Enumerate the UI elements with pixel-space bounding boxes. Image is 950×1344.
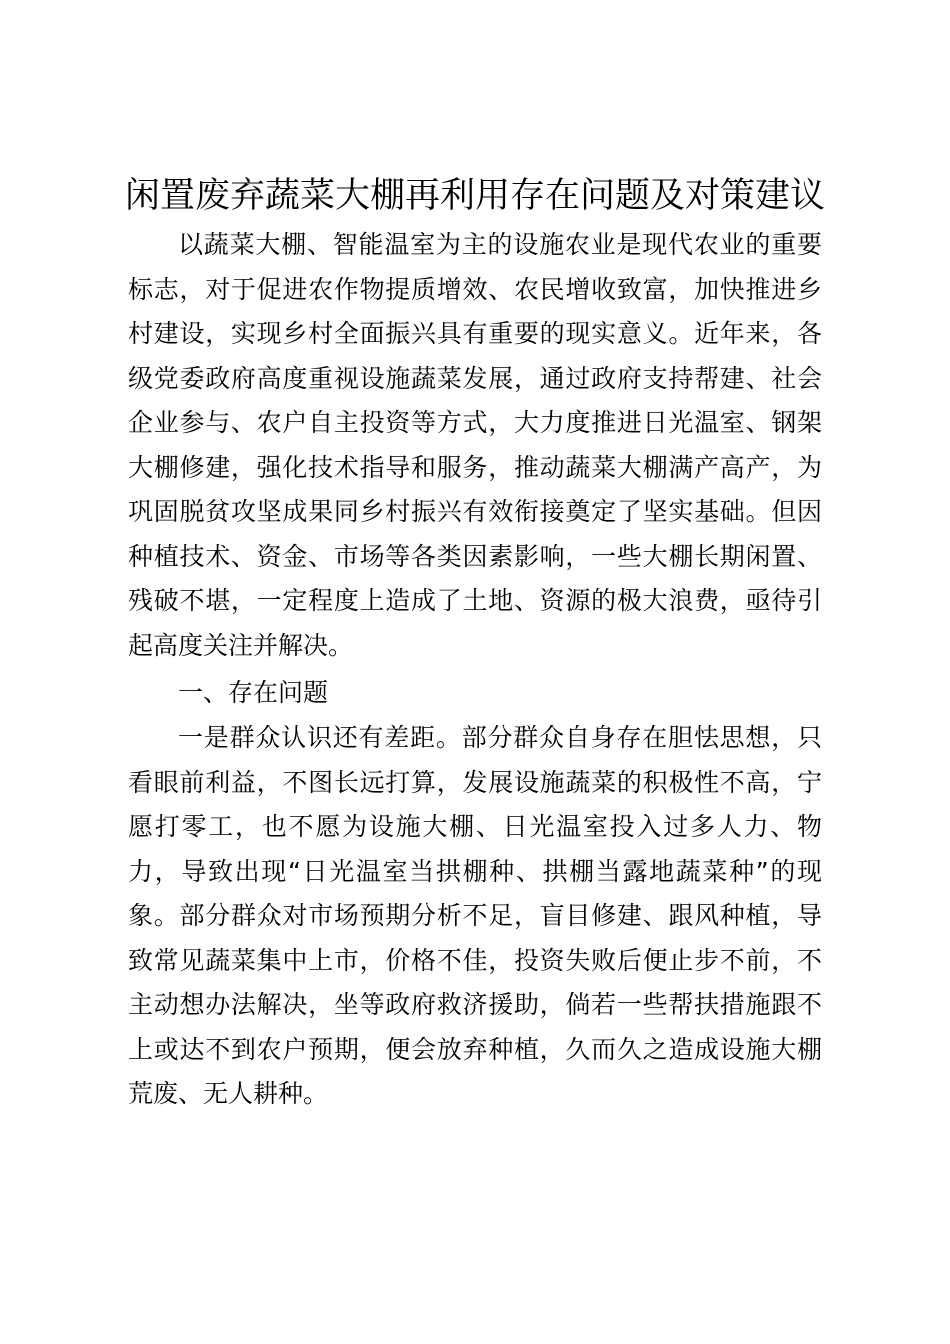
document-title: 闲置废弃蔬菜大棚再利用存在问题及对策建议 <box>124 176 825 216</box>
paragraph-problem-one: 一是群众认识还有差距。部分群众自身存在胆怯思想，只看眼前利益，不图长远打算，发展设施蔬菜的积极性不高，宁愿打零工，也不愿为设施大棚、日光温室投入过多人力、物力，导致出现“日光温室当拱棚种、拱棚当露地蔬菜种”的现象。部分群众对市场预期分析不足，盲目修建、跟风种植，导致常见蔬菜集中上市，价格不佳，投资失败后便止步不前，不主动想办法解决，坐等政府救济援助，倘若一些帮扶措施跟不上或达不到农户预期，便会放弃种植，久而久之造成设施大棚荒废、无人耕种。 <box>128 723 822 1108</box>
problem-paragraph-block <box>128 716 822 1117</box>
paragraph-intro: 以蔬菜大棚、智能温室为主的设施农业是现代农业的重要标志，对于促进农作物提质增效、农民增收致富，加快推进乡村建设，实现乡村全面振兴具有重要的现实意义。近年来，各级党委政府高度重视设施蔬菜发展，通过政府支持帮建、社会企业参与、农户自主投资等方式，大力度推进日光温室、钢架大棚修建，强化技术指导和服务，推动蔬菜大棚满产高产，为巩固脱贫攻坚成果同乡村振兴有效衔接奠定了坚实基础。但因种植技术、资金、市场等各类因素影响，一些大棚长期闲置、残破不堪，一定程度上造成了土地、资源的极大浪费，亟待引起高度关注并解决。 <box>128 230 822 660</box>
section-heading-block <box>128 671 822 716</box>
section-heading: 一、存在问题 <box>178 678 329 707</box>
intro-paragraph-block <box>128 223 822 668</box>
